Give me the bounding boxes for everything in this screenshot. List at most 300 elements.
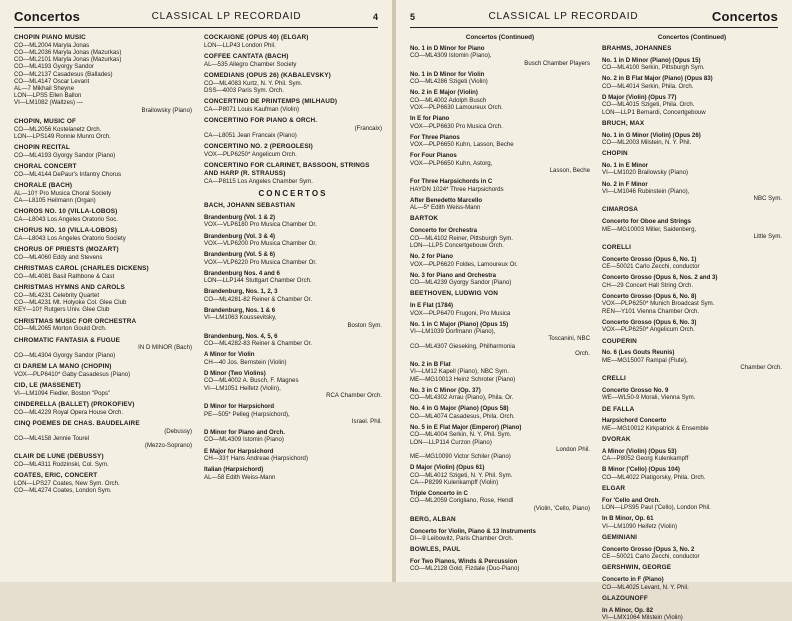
entry-subheading: In B Minor, Op. 61 <box>602 515 654 523</box>
entry-subheading: No. 6 (Les Gouts Reunis) <box>602 349 675 357</box>
catalog-entry <box>602 448 782 463</box>
record-line: VOX—PLP6250* Munich Broadcast Sym. <box>602 300 715 308</box>
entry-subheading: No. 5 in E Flat Major (Emperor) (Piano) <box>410 423 522 431</box>
record-line: VOX—PLP6410* Gaby Casadesus (Piano) <box>14 370 131 378</box>
entry-subheading: Concerto for Oboe and Strings <box>602 218 692 226</box>
catalog-entry <box>14 227 192 242</box>
entry-heading: CHORUS NO. 10 (VILLA-LOBOS) <box>14 227 118 235</box>
catalog-entry <box>602 132 782 147</box>
record-line: REN—Y101 Vienna Chamber Orch. <box>602 307 700 315</box>
record-line: LON—LLP1 Bernardi, Concertgebouw <box>602 108 706 116</box>
entry-subheading: Brandenburg (Vol. 3 & 4) <box>204 232 275 240</box>
catalog-entry <box>410 405 590 420</box>
record-line: DSS—4003 Paris Sym. Orch. <box>204 87 284 94</box>
record-line: CO—ML4309 Istomin (Piano), <box>410 52 492 60</box>
entry-subheading: Concerto Grosso (Opus 6, Nos. 2 and 3) <box>602 274 718 282</box>
entry-heading: CHROMATIC FANTASIA & FUGUE <box>14 336 121 344</box>
record-line: LON—LLP43 London Phil. <box>204 41 276 49</box>
entry-subheading: D Minor (Two Violins) <box>204 370 266 378</box>
catalog-entry <box>14 246 192 261</box>
record-line: VI—LM1020 Brailowsky (Piano) <box>602 169 689 177</box>
record-line: CO—ML4102 Reiner, Pittsburgh Sym. <box>410 234 513 242</box>
catalog-entry <box>14 453 192 468</box>
entry-heading: CRELLI <box>602 375 626 383</box>
catalog-entry <box>602 497 782 512</box>
record-line: Toscanini, NBC <box>548 335 590 343</box>
entry-subheading: No. 2 in B Flat Major (Piano) (Opus 83) <box>602 75 713 83</box>
record-line: CO—ML2101 Maryla Jonas (Mazurkas) <box>14 56 122 64</box>
entry-subheading: D Minor for Harpsichord <box>204 403 275 411</box>
record-line: LON—LLP114 Curzon (Piano) <box>410 438 492 446</box>
entry-subheading: Concerto in F (Piano) <box>602 576 664 584</box>
record-line: CO—ML4281-82 Reiner & Chamber Or. <box>204 295 313 303</box>
record-line: VI—LM12 Kapell (Piano), NBC Sym. <box>410 368 509 376</box>
catalog-entry <box>410 115 590 130</box>
catalog-entry <box>602 293 782 315</box>
record-line: (Francaix) <box>354 125 382 132</box>
record-line: CO—ML2056 Kostelanetz Orch. <box>14 125 102 133</box>
catalog-entry <box>410 516 590 524</box>
record-line: VOX—VLP6180 Pro Musica Chamber Or. <box>204 221 317 229</box>
catalog-entry <box>410 464 590 486</box>
entry-subheading: No. 3 in C Minor (Op. 37) <box>410 386 481 394</box>
record-line: VI—LM1046 Rubinstein (Piano), <box>602 188 690 196</box>
entry-heading: COATES, ERIC, CONCERT <box>14 472 98 480</box>
entry-subheading: E Major for Harpsichord <box>204 447 274 455</box>
catalog-entry <box>204 288 382 303</box>
entry-heading: ELGAR <box>602 484 626 492</box>
entry-subheading: Concerto Grosso (Opus 6, No. 3) <box>602 318 697 326</box>
catalog-entry <box>14 382 192 397</box>
entry-heading: DVORAK <box>602 435 631 443</box>
entry-subheading: Brandenburg (Vol. 5 & 6) <box>204 251 275 259</box>
entry-heading: DE FALLA <box>602 405 635 413</box>
record-line: AL—7 Mikhail Sheyne <box>14 85 74 93</box>
catalog-entry <box>14 118 192 140</box>
record-line: CO—ML4231 Mt. Holyoke Col. Glee Club <box>14 299 127 307</box>
record-line: ME—MG10013 Heinz Schroter (Piano) <box>410 375 516 383</box>
record-line: CE—50021 Carlo Zecchi, conductor <box>602 553 700 561</box>
entry-heading: BERG, ALBAN <box>410 515 456 523</box>
entry-heading: CORELLI <box>602 244 632 252</box>
record-line: VI—LMX1064 Milstein (Violin) <box>602 613 683 621</box>
catalog-entry <box>410 558 590 573</box>
catalog-entry <box>204 233 382 248</box>
record-line: PE—505* Pelleg (Harpsichord), <box>204 410 290 418</box>
catalog-entry <box>602 319 782 334</box>
entry-subheading: Brandenburg Nos. 4 and 6 <box>204 269 280 277</box>
catalog-entry <box>602 387 782 402</box>
entry-heading: CHOPIN <box>602 150 628 158</box>
catalog-entry <box>602 94 782 116</box>
catalog-entry <box>14 284 192 313</box>
record-line: KEY—10† Rutgers Univ. Glee Club <box>14 306 110 314</box>
record-line: CO—ML4012 Szigeti, N. Y. Phil. Sym. <box>410 471 513 479</box>
record-line: CO—ML2059 Corigliano, Rose, Hendl <box>410 497 514 505</box>
catalog-entry <box>14 401 192 416</box>
catalog-entry <box>602 162 782 177</box>
catalog-entry <box>14 34 192 114</box>
entry-subheading: After Benedetto Marcello <box>410 196 483 204</box>
entry-subheading: No. 2 in F Minor <box>602 180 648 188</box>
concertos-section-title: CONCERTOS <box>258 189 328 199</box>
catalog-entry <box>14 144 192 159</box>
catalog-entry <box>602 120 782 128</box>
record-line: CH—40 Jos. Bernstein (Violin) <box>204 358 287 366</box>
record-line: CO—ML4022 Piatigorsky, Phila. Orch. <box>602 473 706 481</box>
catalog-entry <box>204 403 382 425</box>
catalog-entry <box>602 466 782 481</box>
entry-subheading: No. 4 in G Major (Piano) (Opus 58) <box>410 405 509 413</box>
catalog-entry <box>14 163 192 178</box>
record-line: CE—50021 Carlo Zecchi, conductor <box>602 263 700 271</box>
record-line: London Phil. <box>556 445 590 453</box>
record-line: (Violin, 'Cello, Piano) <box>533 504 590 512</box>
right-column-2 <box>602 34 782 621</box>
entry-heading: CONCERTINO FOR CLARINET, BASSOON, STRINGS AND HARP (R. STRAUSS) <box>204 162 370 178</box>
entry-heading: BRUCH, MAX <box>602 119 645 127</box>
entry-heading: CHRISTMAS CAROL (CHARLES DICKENS) <box>14 265 149 273</box>
catalog-entry <box>410 89 590 111</box>
record-line: AL—535 Allegro Chamber Society <box>204 60 297 68</box>
entry-subheading: For Three Harpsichords in C <box>410 178 493 186</box>
record-line: CO—ML4302 Arrau (Piano), Phila. Or. <box>410 394 514 402</box>
record-line: CO—ML4002 Adolph Busch <box>410 96 487 104</box>
catalog-entry <box>14 208 192 223</box>
record-line: CO—ML4147 Oscar Levant <box>14 77 90 85</box>
entry-subheading: Concerto Grosso No. 9 <box>602 386 669 394</box>
record-line: CA—P8052 Georg Kulenkampff <box>602 455 689 463</box>
record-line: HAYDN 1024* Three Harpsichords <box>410 185 504 193</box>
entry-heading: CONCERTINO NO. 2 (PERGOLESI) <box>204 143 313 151</box>
record-line: CO—ML4004 Serkin, N. Y. Phil. Sym. <box>410 431 512 439</box>
entry-subheading: D Minor for Piano and Orch. <box>204 428 285 436</box>
record-line: CO—ML2003 Milstein, N. Y. Phil. <box>602 139 692 147</box>
entry-subheading: No. 1 in C Major (Piano) (Opus 15) <box>410 320 509 328</box>
catalog-entry <box>14 472 192 494</box>
catalog-entry <box>602 349 782 371</box>
record-line: Busch Chamber Players <box>524 59 590 67</box>
record-line: LON—LPS95 Paul ('Cello), London Phil. <box>602 504 711 512</box>
record-line: RCA Chamber Orch. <box>326 391 382 399</box>
record-line: AL—10† Pro Musica Choral Society <box>14 189 112 197</box>
entry-subheading: In A Minor, Op. 82 <box>602 606 654 614</box>
catalog-entry <box>602 534 782 542</box>
catalog-entry <box>602 485 782 493</box>
record-line: CO—ML4014 Serkin, Phila. Orch. <box>602 82 694 90</box>
left-page-header <box>14 6 378 28</box>
catalog-entry <box>410 215 590 223</box>
catalog-entry <box>14 265 192 280</box>
record-line: CO—ML4282-83 Reiner & Chamber Or. <box>204 340 313 348</box>
record-line: CO—ML4286 Szigeti (Violin) <box>410 78 488 86</box>
catalog-entry <box>410 197 590 212</box>
record-line: CO—ML4304 Gyorgy Sandor (Piano) <box>14 351 116 359</box>
entry-heading: CHOPIN PIANO MUSIC <box>14 34 86 41</box>
catalog-entry <box>602 150 782 158</box>
right-brand: Concertos <box>711 9 778 24</box>
right-title: CLASSICAL LP RECORDAID <box>488 11 639 22</box>
entry-subheading: No. 1 in E Minor <box>602 162 649 170</box>
catalog-entry <box>410 71 590 86</box>
entry-heading: GLAZOUNOFF <box>602 594 648 602</box>
catalog-entry <box>14 420 192 449</box>
entry-subheading: A Minor (Violin) (Opus 53) <box>602 447 677 455</box>
record-line: LON—LPS27 Coates, New Sym. Orch. <box>14 480 120 488</box>
catalog-entry <box>204 143 382 158</box>
catalog-entry <box>204 251 382 266</box>
record-line: CO—ML4307 Gieseking, Philharmonia <box>410 342 515 350</box>
record-line: CA—P8299 Kulenkampff (Violin) <box>410 478 499 486</box>
record-line: VOX—PLP6630 Lamoureux Orch. <box>410 104 503 112</box>
entry-subheading: For 'Cello and Orch. <box>602 496 660 504</box>
entry-subheading: Concerto Grosso (Opus 3, No. 2 <box>602 545 695 553</box>
entry-heading: CLAIR DE LUNE (DEBUSSY) <box>14 453 104 461</box>
catalog-entry <box>14 318 192 333</box>
catalog-entry <box>602 57 782 72</box>
catalog-entry <box>410 528 590 543</box>
catalog-entry <box>204 34 382 49</box>
left-brand: Concertos <box>14 9 81 24</box>
entry-heading: CHOROS NO. 10 (VILLA-LOBOS) <box>14 208 118 216</box>
catalog-entry <box>410 546 590 554</box>
entry-subheading: No. 1 in G Minor (Violin) (Opus 26) <box>602 131 701 139</box>
catalog-entry <box>204 72 382 94</box>
left-column-2 <box>204 34 382 582</box>
entry-heading: COFFEE CANTATA (BACH) <box>204 53 289 60</box>
record-line: CO—ML2036 Maryla Jonas (Mazurkas) <box>14 49 122 56</box>
record-line: VOX—PLP6250* Angelicum Orch. <box>204 151 297 159</box>
record-line: CO—ML2137 Casadesus (Ballades) <box>14 70 113 78</box>
entry-subheading: D Major (Violin) (Opus 77) <box>602 94 677 102</box>
record-line: Little Sym. <box>753 232 782 240</box>
entry-subheading: Brandenburg (Vol. 1 & 2) <box>204 214 275 221</box>
record-line: VOX—VLP6200 Pro Musica Chamber Or. <box>204 240 317 248</box>
catalog-entry <box>410 178 590 193</box>
catalog-entry <box>204 351 382 366</box>
record-line: CH—29 Concert Hall String Orch. <box>602 281 694 289</box>
catalog-entry <box>204 429 382 444</box>
record-line: CO—ML4002 A. Busch, F. Magnes <box>204 377 299 385</box>
record-line: LON—LPS149 Ronnie Munro Orch. <box>14 132 111 140</box>
continued-heading: Concertos (Continued) <box>465 34 535 41</box>
catalog-entry <box>410 361 590 383</box>
entry-heading: CHRISTMAS MUSIC FOR ORCHESTRA <box>14 317 137 325</box>
entry-subheading: Concerto Grosso (Opus 6, No. 8) <box>602 293 697 301</box>
record-line: VI—LM1082 (Waltzes) — <box>14 99 83 107</box>
record-line: CO—ML2065 Morton Gould Orch. <box>14 325 107 333</box>
entry-subheading: B Minor ('Cello) (Opus 104) <box>602 466 680 474</box>
catalog-entry <box>14 363 192 378</box>
entry-subheading: Concerto for Violin, Piano & 13 Instruments <box>410 527 536 535</box>
record-line: CO—ML4311 Rodzinski, Col. Sym. <box>14 461 109 469</box>
record-line: ME—MG10003 Miller, Saidenberg, <box>602 225 697 233</box>
catalog-entry <box>204 162 382 185</box>
record-line: VI—LM1051 Heifetz (Violin), <box>204 384 281 392</box>
catalog-entry <box>204 448 382 463</box>
catalog-entry <box>410 152 590 174</box>
catalog-entry <box>204 117 382 139</box>
left-column-1 <box>14 34 192 582</box>
entry-subheading: Concerto Grosso (Opus 6, No. 1) <box>602 255 697 263</box>
catalog-entry <box>602 436 782 444</box>
right-page-number: 5 <box>410 11 416 22</box>
catalog-entry <box>410 321 590 357</box>
catalog-entry <box>602 75 782 90</box>
right-page-header <box>410 6 778 28</box>
entry-subheading: No. 2 for Piano <box>410 253 453 261</box>
catalog-entry <box>602 576 782 591</box>
record-line: Chamber Orch. <box>740 363 782 371</box>
record-line: CA—L8051 Jean Francaix (Piano) <box>204 132 297 140</box>
entry-heading: CHORAL CONCERT <box>14 163 77 171</box>
catalog-entry <box>602 206 782 214</box>
entry-heading: BOWLES, PAUL <box>410 546 461 554</box>
catalog-entry <box>602 546 782 561</box>
entry-heading: CI DAREM LA MANO (CHOPIN) <box>14 362 112 370</box>
catalog-entry <box>602 417 782 432</box>
entry-heading: CHRISTMAS HYMNS AND CAROLS <box>14 284 125 292</box>
record-line: CO—ML4025 Levant, N. Y. Phil. <box>602 583 689 591</box>
catalog-entry <box>410 272 590 287</box>
record-line: CO—ML4015 Szigeti, Phila. Orch. <box>602 101 695 109</box>
catalog-entry <box>602 406 782 414</box>
entry-subheading: No. 1 in D Minor (Piano) (Opus 15) <box>602 56 701 64</box>
left-title: CLASSICAL LP RECORDAID <box>151 11 302 22</box>
record-line: CO—ML4100 Serkin, Pittsburgh Sym. <box>602 64 705 72</box>
catalog-entry <box>410 387 590 402</box>
record-line: Boston Sym. <box>347 321 382 329</box>
entry-heading: COCKAIGNE (OPUS 40) (ELGAR) <box>204 34 309 41</box>
entry-heading: BEETHOVEN, LUDWIG VON <box>410 290 499 298</box>
right-page <box>396 0 792 621</box>
entry-heading: BARTOK <box>410 215 439 223</box>
catalog-entry <box>602 256 782 271</box>
catalog-entry <box>602 515 782 530</box>
record-line: CA—L8043 Los Angeles Oratorio Soc. <box>14 216 118 224</box>
entry-heading: CHORUS OF PRIESTS (MOZART) <box>14 246 119 254</box>
catalog-entry <box>204 98 382 113</box>
record-line: VOX—PLP6250* Angelicum Orch. <box>602 326 695 334</box>
catalog-entry <box>602 607 782 621</box>
record-line: ME—MG10090 Victor Schiler (Piano) <box>410 452 511 460</box>
record-line: ME—MG15007 Rampal (Flute), <box>602 356 688 364</box>
record-line: CO—ML4274 Coates, London Sym. <box>14 487 112 495</box>
entry-subheading: A Minor for Violin <box>204 351 255 359</box>
catalog-entry <box>204 370 382 399</box>
record-line: VI—LM1090 Heifetz (Violin) <box>602 522 678 530</box>
catalog-entry <box>204 333 382 348</box>
record-line: CO—ML4193 Gyorgy Sandor (Piano) <box>14 151 116 159</box>
catalog-entry <box>410 134 590 149</box>
left-page-number: 4 <box>372 11 378 22</box>
catalog-entry <box>602 274 782 289</box>
record-line: VOX—PLP6650 Kuhn, Lasson, Beche <box>410 141 514 149</box>
catalog-entry <box>204 53 382 68</box>
record-line: CO—ML4158 Jennie Tourel <box>14 434 90 442</box>
record-line: CO—ML4229 Royal Opera House Orch. <box>14 408 124 416</box>
record-line: CO—ML4081 Basil Rathbone & Cast <box>14 273 115 281</box>
record-line: CO—ML4231 Celebrity Quartet <box>14 292 100 300</box>
catalog-entry <box>410 253 590 268</box>
record-line: CO—ML4193 Gyorgy Sandor <box>14 63 94 71</box>
entry-subheading: Concerto for Orchestra <box>410 227 478 235</box>
catalog-entry <box>602 181 782 203</box>
entry-subheading: No. 2 in B Flat <box>410 360 451 368</box>
record-line: LON—LLP5 Concertgebouw Orch. <box>410 241 504 249</box>
entry-heading: CINDERELLA (BALLET) (PROKOFIEV) <box>14 400 135 408</box>
record-line: Orch. <box>575 349 590 357</box>
record-line: CH—33† Hans Andreae (Harpsichord) <box>204 454 308 462</box>
record-line: CO—ML4239 Gyorgy Sandor (Piano) <box>410 279 512 287</box>
entry-heading: CID, LE (MASSENET) <box>14 381 81 389</box>
entry-subheading: Italian (Harpsichord) <box>204 466 264 474</box>
record-line: VOX—PLP6650 Kuhn, Astorg, <box>410 159 493 167</box>
catalog-entry <box>204 466 382 481</box>
catalog-entry <box>410 490 590 512</box>
record-line: CO—ML2128 Gold, Fizdale (Duo-Piano) <box>410 565 520 573</box>
record-line: VOX—VLP6220 Pro Musica Chamber Or. <box>204 258 317 266</box>
entry-heading: CONCERTINO FOR PIANO & ORCH. <box>204 117 318 125</box>
record-line: CA—L8105 Heilmann (Organ) <box>14 197 96 205</box>
entry-subheading: For Four Pianos <box>410 152 457 160</box>
entry-subheading: Triple Concerto in C <box>410 490 468 497</box>
catalog-entry <box>602 338 782 346</box>
catalog-entry <box>204 214 382 229</box>
entry-heading: CIMAROSA <box>602 206 638 214</box>
entry-subheading: Brandenburg, Nos. 1, 2, 3 <box>204 288 278 296</box>
record-line: Lasson, Beche <box>549 167 590 175</box>
record-line: VOX—PLP6630 Pro Musica Orch. <box>410 122 503 130</box>
record-line: IN D MINOR (Bach) <box>138 344 192 352</box>
right-column-1 <box>410 34 590 582</box>
entry-subheading: For Three Pianos <box>410 133 460 141</box>
catalog-entry <box>204 307 382 329</box>
catalog-entry <box>14 337 192 359</box>
record-line: CA—P8071 Louis Kaufman (Violin) <box>204 106 300 113</box>
record-line: (Debussy) <box>164 427 192 435</box>
entry-subheading: No. 3 for Piano and Orchestra <box>410 271 497 279</box>
continued-heading: Concertos (Continued) <box>657 34 727 41</box>
record-line: CO—ML4083 Kurtz, N. Y. Phil. Sym. <box>204 79 303 87</box>
catalog-entry <box>602 244 782 252</box>
catalog-entry <box>602 564 782 572</box>
entry-heading: CONCERTINO DE PRINTEMPS (MILHAUD) <box>204 98 338 106</box>
record-line: LON—LLP144 Stuttgart Chamber Orch. <box>204 277 312 285</box>
record-line: AL—5* Edith Weiss-Mann <box>410 204 481 212</box>
entry-heading: BRAHMS, JOHANNES <box>602 45 672 52</box>
record-line: VI—LM1063 Koussevitsky, <box>204 314 277 322</box>
entry-heading: CHOPIN, MUSIC OF <box>14 117 77 125</box>
record-line: LON—LPS5 Ellen Ballon <box>14 92 82 100</box>
entry-subheading: Brandenburg, Nos. 4, 5, 6 <box>204 332 278 340</box>
entry-subheading: No. 1 in D Minor for Piano <box>410 45 485 52</box>
record-line: CO—ML4144 DePaur's Infantry Chorus <box>14 170 122 178</box>
catalog-entry <box>204 270 382 285</box>
entry-subheading: D Major (Violin) (Opus 61) <box>410 464 485 472</box>
record-line: (Mezzo-Soprano) <box>144 442 192 450</box>
entry-subheading: In E Flat (1784) <box>410 302 454 310</box>
entry-heading: CHORALE (BACH) <box>14 182 73 190</box>
record-line: WE—WL50-9 Morali, Vienna Sym. <box>602 394 696 402</box>
left-page <box>0 0 392 582</box>
entry-subheading: Brandenburg, Nos. 1 & 6 <box>204 307 276 315</box>
entry-subheading: For Two Pianos, Winds & Percussion <box>410 558 518 566</box>
catalog-entry <box>410 227 590 249</box>
record-line: CA—L8043 Los Angeles Oratorio Society <box>14 235 126 243</box>
record-line: VOX—PLP6470 Frugoni, Pro Musica <box>410 309 511 317</box>
catalog-entry <box>602 375 782 383</box>
